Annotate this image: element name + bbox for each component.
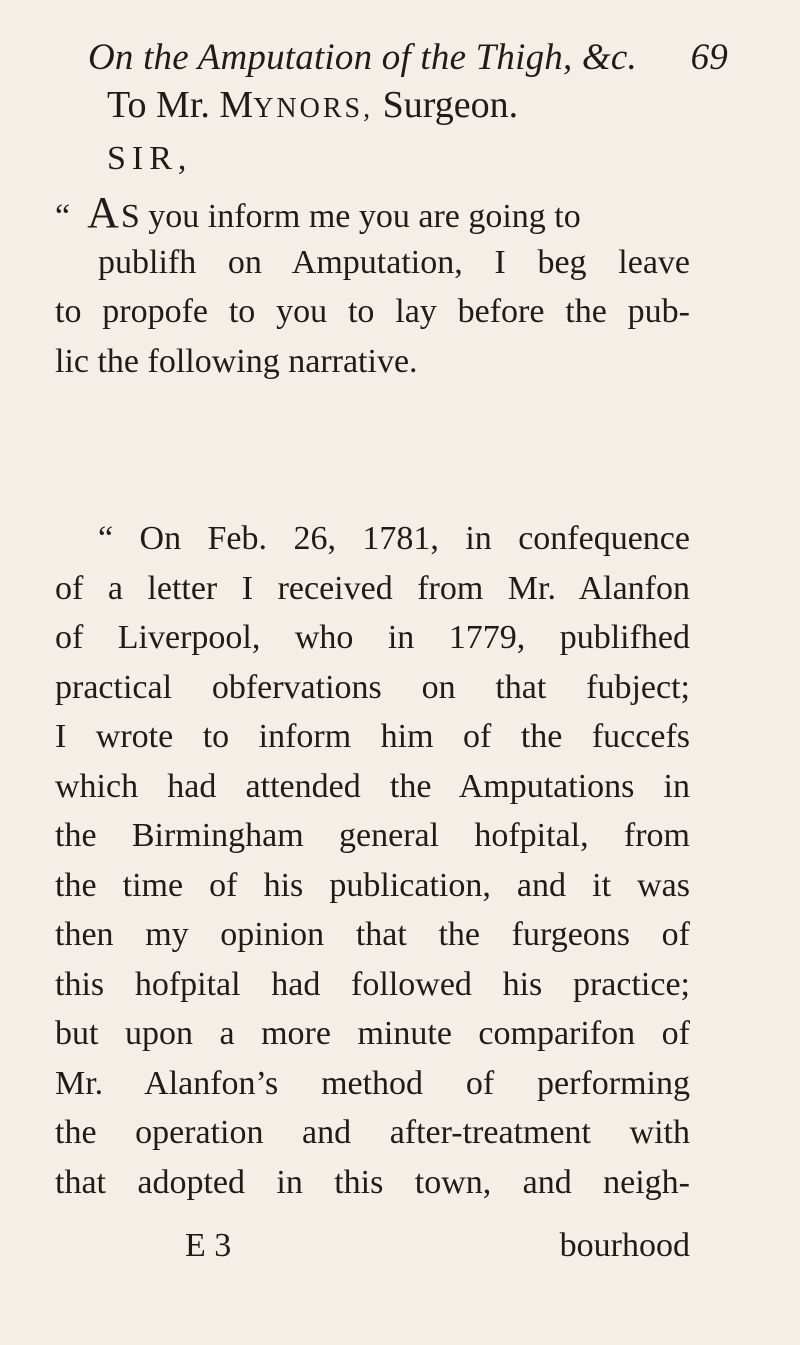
paragraph-line: of a letter I received from Mr. Alanfon bbox=[55, 569, 690, 607]
running-head bbox=[88, 36, 728, 79]
paragraph-line: lic the following narrative. bbox=[55, 342, 418, 380]
paragraph-line: the operation and after-treatment with bbox=[55, 1114, 690, 1151]
paragraph-2 bbox=[55, 514, 690, 1207]
paragraph-1 bbox=[55, 188, 690, 386]
paragraph-line: but upon a more minute comparifon of bbox=[55, 1015, 690, 1052]
address-to: To Mr. bbox=[107, 84, 210, 126]
salutation: SIR, bbox=[107, 140, 193, 177]
initial-letter: A bbox=[87, 188, 121, 237]
paragraph-line: then my opinion that the furgeons of bbox=[55, 916, 690, 953]
addressee-initial: M bbox=[219, 84, 254, 126]
addressee-name bbox=[219, 84, 373, 126]
signature-mark: E 3 bbox=[185, 1227, 232, 1264]
page-number: 69 bbox=[690, 37, 728, 78]
paragraph-line bbox=[55, 188, 690, 238]
letter-address bbox=[107, 83, 518, 127]
line-text: S you inform me you are going to bbox=[120, 198, 581, 235]
paragraph-line: that adopted in this town, and neigh- bbox=[55, 1163, 690, 1201]
open-quote: “ bbox=[55, 198, 71, 235]
paragraph-line: which had attended the Amputations in bbox=[55, 767, 690, 805]
running-head-title: On the Amputation of the Thigh, &c. bbox=[88, 37, 637, 78]
addressee-title: Surgeon. bbox=[382, 84, 519, 126]
catchword: bourhood bbox=[559, 1227, 690, 1264]
paragraph-line: “ On Feb. 26, 1781, in confequence bbox=[98, 520, 690, 557]
paragraph-line: the Birmingham general hofpital, from bbox=[55, 817, 690, 854]
paragraph-line: this hofpital had followed his practice; bbox=[55, 965, 690, 1003]
paragraph-line: publifh on Amputation, I beg leave bbox=[98, 243, 690, 281]
paragraph-line: I wrote to inform him of the fuccefs bbox=[55, 718, 690, 755]
paragraph-line: practical obfervations on that fubject; bbox=[55, 668, 690, 706]
paragraph-line: of Liverpool, who in 1779, publifhed bbox=[55, 619, 690, 656]
paragraph-line: to propofe to you to lay before the pub- bbox=[55, 293, 690, 330]
addressee-name-rest: YNORS, bbox=[253, 93, 374, 124]
paragraph-line: Mr. Alanfon’s method of performing bbox=[55, 1064, 690, 1102]
paragraph-line: the time of his publication, and it was bbox=[55, 866, 690, 904]
